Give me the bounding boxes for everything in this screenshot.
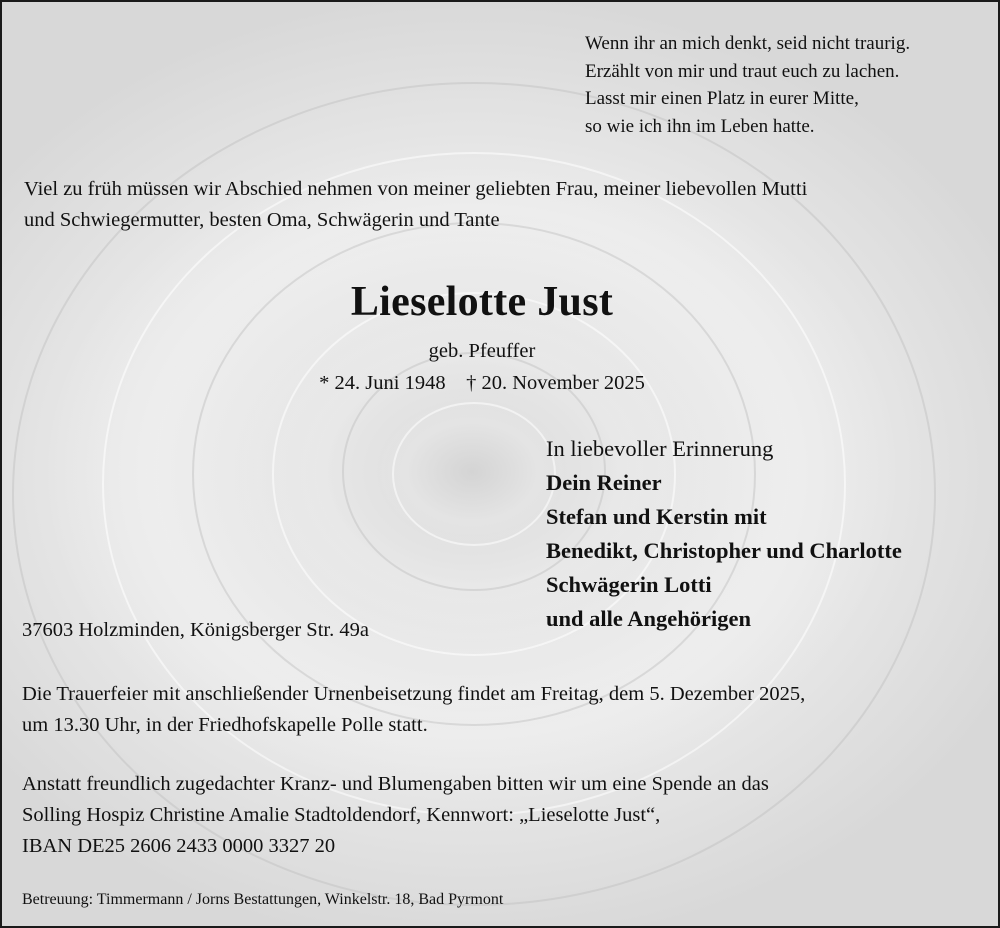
memory-heading: In liebevoller Erinnerung xyxy=(546,436,774,461)
birth-name: geb. Pfeuffer xyxy=(428,340,536,362)
poem xyxy=(585,30,910,140)
funeral-home-credit: Betreuung: Timmermann / Jorns Bestattungen, Winkelstr. 18, Bad Pyrmont xyxy=(22,891,504,908)
donation-request xyxy=(22,769,982,862)
deceased-name: Lieselotte Just xyxy=(350,279,614,325)
poem-line: Wenn ihr an mich denkt, seid nicht traurig. xyxy=(585,33,911,54)
donation-line: Anstatt freundlich zugedachter Kranz- und Blumengaben bitten wir um eine Spende an das xyxy=(22,773,769,795)
ceremony-line: Die Trauerfeier mit anschließender Urnenbeisetzung findet am Freitag, dem 5. Dezember 2025, xyxy=(22,683,806,705)
poem-line: Lasst mir einen Platz in eurer Mitte, xyxy=(585,88,859,109)
ceremony-info xyxy=(22,679,982,741)
iban: IBAN DE25 2606 2433 0000 3327 20 xyxy=(22,835,336,857)
mourner-name: Stefan und Kerstin mit xyxy=(546,504,767,529)
mourners-block xyxy=(546,432,902,636)
mourner-name: Dein Reiner xyxy=(546,470,662,495)
mourner-name: und alle Angehörigen xyxy=(546,606,752,631)
mourner-name: Benedikt, Christopher und Charlotte xyxy=(546,538,902,563)
intro-line: Viel zu früh müssen wir Abschied nehmen von meiner geliebten Frau, meiner liebevollen Mutti xyxy=(24,178,808,200)
farewell-intro xyxy=(24,174,984,236)
donation-line: Solling Hospiz Christine Amalie Stadtoldendorf, Kennwort: „Lieselotte Just“, xyxy=(22,804,661,826)
poem-line: so wie ich ihn im Leben hatte. xyxy=(585,115,815,137)
intro-line: und Schwiegermutter, besten Oma, Schwägerin und Tante xyxy=(24,209,500,231)
poem-line: Erzählt von mir und traut euch zu lachen. xyxy=(585,60,900,82)
family-address: 37603 Holzminden, Königsberger Str. 49a xyxy=(22,619,369,641)
ceremony-line: um 13.30 Uhr, in der Friedhofskapelle Polle statt. xyxy=(22,714,428,736)
mourner-name: Schwägerin Lotti xyxy=(546,572,712,597)
life-dates: * 24. Juni 1948 † 20. November 2025 xyxy=(319,372,645,394)
